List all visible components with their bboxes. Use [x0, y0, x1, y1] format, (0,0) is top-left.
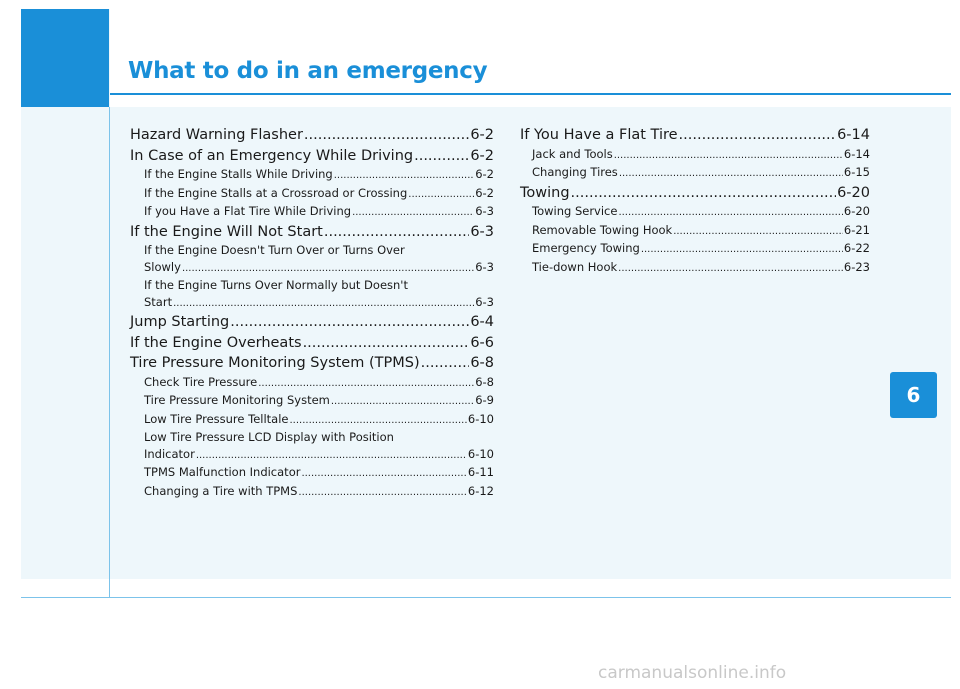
toc-label: Check Tire Pressure: [144, 374, 258, 389]
toc-entry-changing-tpms[interactable]: [130, 483, 494, 502]
leader-dots: [290, 413, 467, 430]
toc-page: 6-3: [470, 223, 494, 240]
toc-label: If the Engine Stalls While Driving: [144, 167, 333, 181]
toc-page: 6-2: [475, 167, 494, 181]
toc-label: Towing: [520, 184, 570, 201]
toc-page: 6-3: [475, 259, 494, 274]
toc-page: 6-4: [470, 314, 494, 330]
toc-label: Jack and Tools: [532, 146, 613, 161]
toc-entry-in-case[interactable]: [130, 146, 494, 167]
toc-label: Start: [144, 294, 173, 309]
leader-dots: [304, 125, 469, 146]
leader-dots: [408, 187, 474, 204]
toc-label: TPMS Malfunction Indicator: [144, 465, 301, 479]
vertical-divider: [109, 107, 110, 597]
leader-dots: [571, 183, 837, 204]
toc-label: Jump Starting: [130, 314, 230, 330]
toc-entry-flat-tire[interactable]: [520, 125, 870, 146]
leader-dots: [673, 224, 843, 241]
toc-label: Emergency Towing: [532, 241, 640, 255]
leader-dots: [334, 168, 474, 185]
toc-label: If the Engine Overheats: [130, 334, 302, 351]
toc-entry-overheats[interactable]: [130, 333, 494, 354]
toc-entry-stalls-crossroad[interactable]: [130, 185, 494, 204]
toc-page: 6-3: [475, 294, 494, 309]
toc-entry-emergency-towing[interactable]: [520, 240, 870, 259]
toc-label: Tire Pressure Monitoring System (TPMS): [130, 355, 420, 371]
leader-dots: [421, 353, 470, 374]
toc-page: 6-11: [467, 465, 494, 479]
toc-entry-hook[interactable]: [520, 222, 870, 241]
toc-entry-check-pressure[interactable]: [130, 374, 494, 393]
toc-label: Hazard Warning Flasher: [130, 127, 303, 143]
toc-entry-jump[interactable]: [130, 312, 494, 333]
toc-label: Changing a Tire with TPMS: [144, 483, 298, 498]
title-underline: [110, 93, 951, 95]
toc-entry-doesnt-turn-line1[interactable]: If the Engine Doesn't Turn Over or Turns Over: [144, 243, 405, 257]
toc-page: 6-2: [470, 147, 494, 164]
leader-dots: [301, 466, 466, 483]
toc-entry-towing[interactable]: [520, 183, 870, 204]
leader-dots: [414, 146, 469, 167]
toc-entry-hazard[interactable]: [130, 125, 494, 146]
toc-page: 6-6: [470, 334, 494, 351]
leader-dots: [614, 148, 843, 165]
toc-label: Low Tire Pressure Telltale: [144, 411, 289, 426]
toc-entry-turns-normally[interactable]: [130, 294, 494, 313]
bottom-divider: [21, 597, 951, 598]
toc-entry-flat-while-driving[interactable]: [130, 203, 494, 222]
toc-label: If you Have a Flat Tire While Driving: [144, 204, 352, 218]
leader-dots: [182, 261, 474, 278]
leader-dots: [679, 125, 837, 146]
toc-page: 6-2: [475, 185, 494, 200]
toc-label: If the Engine Stalls at a Crossroad or Crossing: [144, 185, 408, 200]
toc-entry-tpms[interactable]: [130, 353, 494, 374]
toc-entry-changing[interactable]: [520, 164, 870, 183]
leader-dots: [331, 394, 474, 411]
toc-label: If You Have a Flat Tire: [520, 127, 678, 143]
toc-page: 6-20: [843, 204, 870, 218]
toc-page: 6-10: [467, 446, 494, 461]
toc-entry-malfunction[interactable]: [130, 464, 494, 483]
leader-dots: [196, 448, 467, 465]
toc-entry-service[interactable]: [520, 203, 870, 222]
toc-entry-lcd-line1[interactable]: Low Tire Pressure LCD Display with Position: [144, 430, 394, 444]
leader-dots: [618, 205, 842, 222]
toc-entry-will-not-start[interactable]: [130, 222, 494, 243]
chapter-color-block: [21, 9, 109, 107]
toc-entry-tpms-system[interactable]: [130, 392, 494, 411]
toc-page: 6-14: [837, 127, 870, 143]
leader-dots: [258, 376, 474, 393]
toc-page: 6-3: [475, 204, 494, 218]
leader-dots: [618, 261, 843, 278]
toc-label: Tire Pressure Monitoring System: [144, 393, 330, 407]
chapter-number: 6: [906, 383, 921, 407]
toc-column-left: [130, 125, 494, 501]
leader-dots: [352, 205, 474, 222]
toc-entry-low-telltale[interactable]: [130, 411, 494, 430]
toc-column-right: [520, 125, 870, 277]
leader-dots: [173, 296, 474, 313]
leader-dots: [619, 166, 843, 183]
toc-entry-lcd[interactable]: [130, 446, 494, 465]
toc-page: 6-22: [843, 241, 870, 255]
toc-entry-doesnt-turn[interactable]: [130, 259, 494, 278]
watermark: carmanualsonline.info: [598, 663, 787, 683]
toc-entry-turns-normally-line1[interactable]: If the Engine Turns Over Normally but Doesn't: [144, 278, 408, 292]
chapter-tab[interactable]: [890, 372, 937, 418]
toc-label: If the Engine Will Not Start: [130, 223, 323, 240]
toc-page: 6-14: [843, 146, 870, 161]
toc-page: 6-12: [467, 483, 494, 498]
toc-page: 6-8: [475, 374, 494, 389]
page-title: What to do in an emergency: [128, 58, 488, 84]
leader-dots: [298, 485, 466, 502]
leader-dots: [303, 333, 470, 354]
toc-page: 6-9: [475, 393, 494, 407]
toc-page: 6-2: [470, 127, 494, 143]
leader-dots: [230, 312, 469, 333]
toc-label: Changing Tires: [532, 165, 618, 179]
leader-dots: [324, 222, 469, 243]
toc-page: 6-23: [843, 259, 870, 274]
toc-label: Removable Towing Hook: [532, 222, 673, 237]
toc-entry-jack[interactable]: [520, 146, 870, 165]
toc-label: Slowly: [144, 259, 181, 274]
toc-page: 6-20: [837, 184, 870, 201]
toc-label: Indicator: [144, 446, 195, 461]
toc-page: 6-10: [467, 411, 494, 426]
leader-dots: [641, 242, 843, 259]
toc-label: Tie-down Hook: [532, 259, 618, 274]
toc-page: 6-8: [470, 355, 494, 371]
toc-label: Towing Service: [532, 204, 618, 218]
toc-page: 6-15: [843, 165, 870, 179]
toc-page: 6-21: [843, 222, 870, 237]
toc-entry-tiedown[interactable]: [520, 259, 870, 278]
toc-entry-stalls[interactable]: [130, 166, 494, 185]
toc-label: In Case of an Emergency While Driving: [130, 147, 414, 164]
